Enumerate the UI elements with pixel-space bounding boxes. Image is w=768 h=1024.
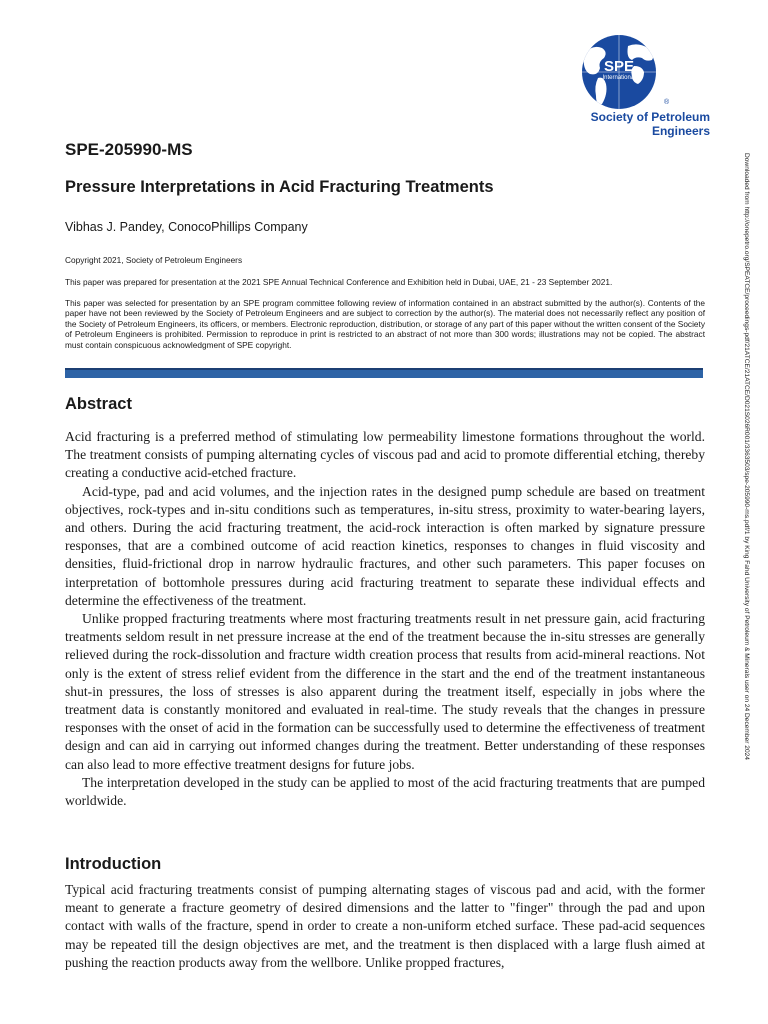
- abstract-paragraph: Acid fracturing is a preferred method of stimulating low permeability limestone formations throughout the world. The treatment consists of pumping alternating cycles of viscous pad and acid to promote differential etching, thereby creating a conductive acid-etched fracture.: [65, 429, 705, 481]
- logo-emblem-text: SPE: [603, 58, 635, 75]
- abstract-body: [65, 428, 705, 810]
- presentation-notice: This paper was prepared for presentation at the 2021 SPE Annual Technical Conference and Exhibition held in Dubai, UAE, 21 - 23 September 2021.: [65, 277, 613, 287]
- svg-text:®: ®: [664, 99, 670, 106]
- section-divider: [65, 368, 703, 378]
- selection-notice: This paper was selected for presentation by an SPE program committee following review of information contained in an abstract submitted by the author(s). Contents of the paper have not been reviewed by the Society of Petroleum Engineers and are subject to correction by the author(s). The material does not necessarily reflect any position of the Society of Petroleum Engineers, its officers, or members. Electronic reproduction, distribution, or storage of any part of this paper without the written consent of the Society of Petroleum Engineers is prohibited. Permission to reproduce in print is restricted to an abstract of not more than 300 words; illustrations may not be copied. The abstract must contain conspicuous acknowledgment of SPE copyright.: [65, 298, 705, 350]
- spe-logo: [540, 34, 710, 138]
- logo-emblem-subtext: International: [602, 75, 636, 81]
- logo-caption: Society of Petroleum Engineers: [590, 110, 710, 138]
- introduction-paragraph: Typical acid fracturing treatments consist of pumping alternating stages of viscous pad and acid, with the former meant to generate a fracture geometry of desired dimensions and the latter to "finger" through the pad and upon contact with walls of the fracture, spend in order to create a non-uniform etched surface. These pad-acid sequences may be repeated till the design objectives are met, and the treatment is then displaced with a large flush aimed at pushing the reaction products away from the wellbore. Unlike propped fractures,: [65, 882, 705, 970]
- copyright-notice: Copyright 2021, Society of Petroleum Engineers: [65, 255, 243, 265]
- paper-id: SPE-205990-MS: [65, 140, 193, 159]
- abstract-heading: Abstract: [65, 395, 132, 413]
- download-watermark-text: Downloaded from http://onepetro.org/SPEATCE/proceedings-pdf/21ATCE/21ATCE/D021S026R001/3363503/spe-205990-ms.pdf/1 by King Fahd University of Petroleum & Minerals user on 24 December 2024: [743, 153, 750, 760]
- abstract-paragraph: The interpretation developed in the study can be applied to most of the acid fracturing treatments that are pumped worldwide.: [65, 774, 705, 809]
- abstract-paragraph: Unlike propped fracturing treatments where most fracturing treatments result in net pressure gain, acid fracturing treatments seldom result in net pressure increase at the end of the treatment because the in-situ stresses are generally relieved during the rock-dissolution and fracture width creation process that results from acid-mineral reactions. Not only is the extent of stress relief evident from the difference in the start and the end of the treatment instantaneous shut-in pressures, the loss of stresses is also apparent during the treatment itself, especially in jobs where the treatment data is constantly monitored and evaluated in real-time. The study reveals that the changes in pressure responses with the onset of acid in the formation can be successfully used to determine the effectiveness of treatment design and can aid in carrying out informed changes during the treatment. Better understanding of these responses can also lead to more effective treatment designs for future jobs.: [65, 611, 705, 772]
- introduction-heading: Introduction: [65, 855, 162, 873]
- abstract-paragraph: Acid-type, pad and acid volumes, and the injection rates in the designed pump schedule are based on treatment objectives, rock-types and in-situ conditions such as temperatures, in-situ stress, proximity to water-bearing layers, and others. During the acid fracturing treatment, the acid-rock interaction is often marked by signature pressure responses, that are a combined outcome of acid reaction kinetics, responses to changes in fluid viscosity and densities, fluid-frictional drop in narrow hydraulic fractures, and other such parameters. This paper focuses on interpretation of bottomhole pressures during acid fracturing treatment to separate these individual effects and determine the effectiveness of the treatment.: [65, 483, 705, 608]
- paper-title: Pressure Interpretations in Acid Fracturing Treatments: [65, 178, 494, 196]
- spe-globe-icon: [554, 34, 684, 112]
- introduction-body: [65, 881, 705, 972]
- download-watermark: [740, 153, 752, 903]
- paper-authors: Vibhas J. Pandey, ConocoPhillips Company: [65, 220, 308, 234]
